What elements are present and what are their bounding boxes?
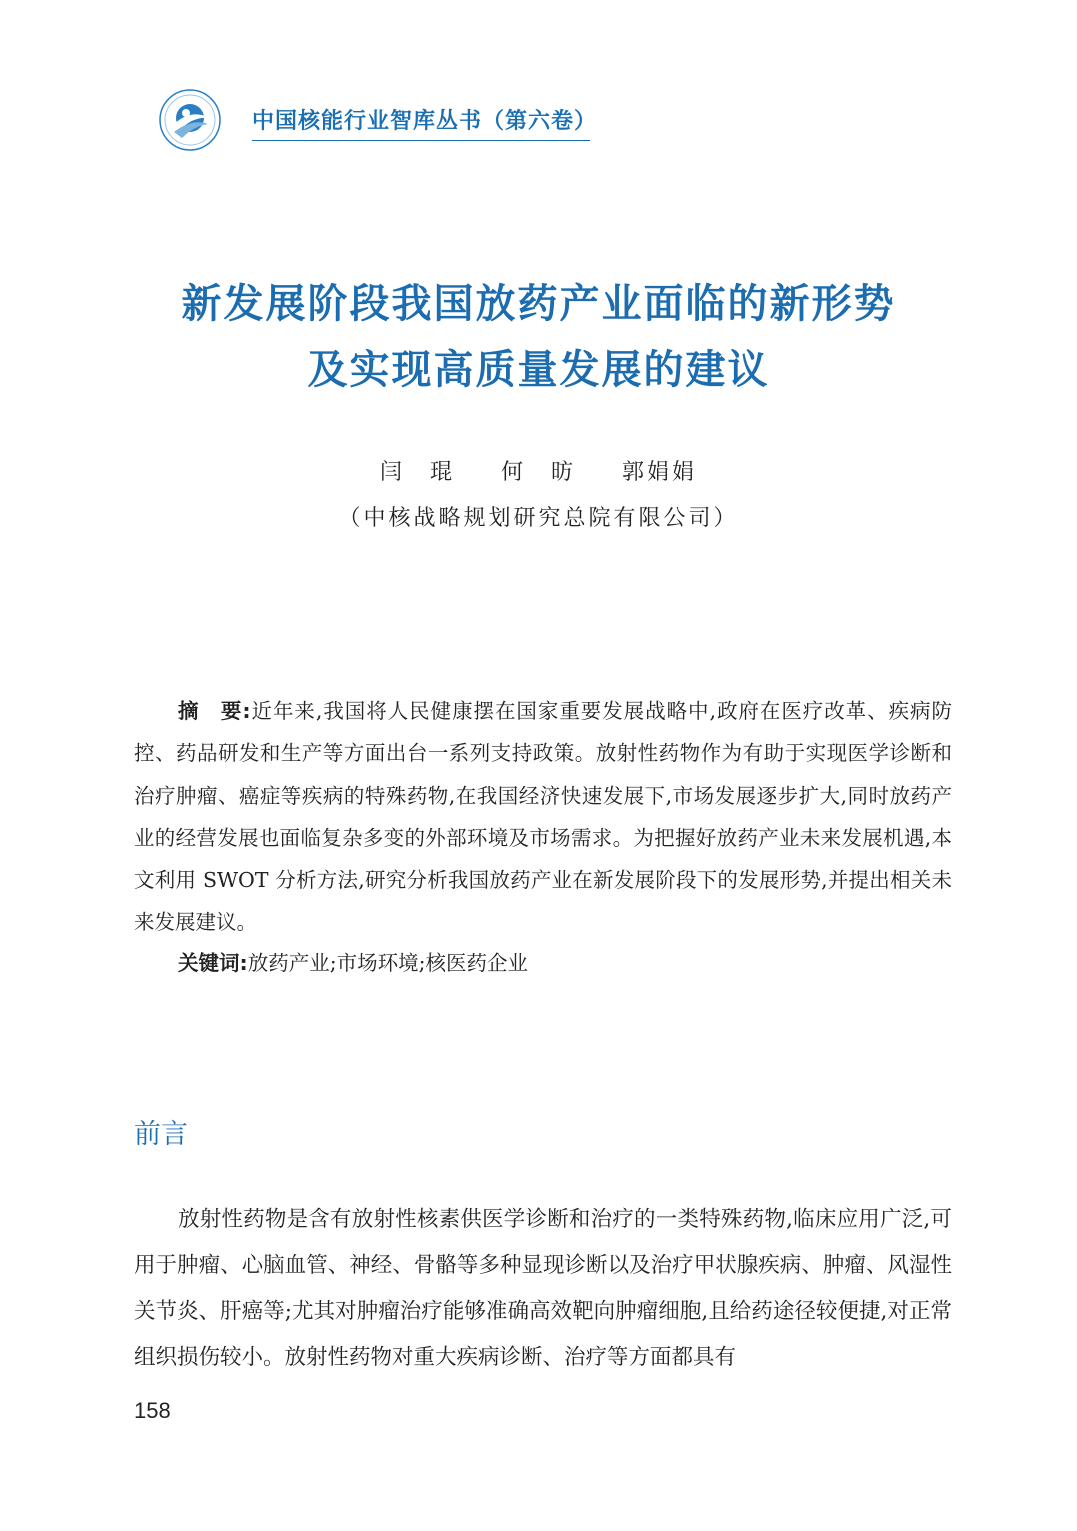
- author-3: 郭娟娟: [622, 460, 698, 485]
- body-text: [134, 1197, 952, 1381]
- authors: [0, 455, 1077, 486]
- abstract-text: 近年来,我国将人民健康摆在国家重要发展战略中,政府在医疗改革、疾病防控、药品研发和生产等方面出台一系列支持政策。放射性药物作为有助于实现医学诊断和治疗肿瘤、癌症等疾病的特殊药物,在我国经济快速发展下,市场发展逐步扩大,同时放药产业的经营发展也面临复杂多变的外部环境及市场需求。为把握好放药产业未来发展机遇,本文利用 SWOT 分析方法,研究分析我国放药产业在新发展阶段下的发展形势,并提出相关未来发展建议。: [134, 699, 952, 935]
- nuclear-energy-association-logo-icon: [158, 88, 222, 152]
- abstract: [134, 690, 952, 944]
- author-2: 何 昉: [500, 460, 576, 485]
- article-title-line-2: 及实现高质量发展的建议: [307, 347, 770, 393]
- keywords: [178, 946, 528, 976]
- section-heading: 前言: [134, 1119, 188, 1150]
- series-title: 中国核能行业智库丛书（第六卷）: [252, 108, 598, 134]
- page-number: 158: [134, 1398, 171, 1423]
- keywords-text: 放药产业;市场环境;核医药企业: [247, 951, 529, 975]
- affiliation: （中核战略规划研究总院有限公司）: [338, 506, 739, 531]
- keywords-label: 关键词:: [178, 951, 248, 975]
- author-1: 闫 琨: [379, 460, 455, 485]
- abstract-label: 摘 要:: [178, 699, 251, 723]
- article-title-line-1: 新发展阶段我国放药产业面临的新形势: [181, 281, 896, 327]
- header-rule: [252, 140, 590, 141]
- running-header: [158, 88, 598, 148]
- body-paragraph: 放射性药物是含有放射性核素供医学诊断和治疗的一类特殊药物,临床应用广泛,可用于肿瘤、心脑血管、神经、骨骼等多种显现诊断以及治疗甲状腺疾病、肿瘤、风湿性关节炎、肝癌等;尤其对肿瘤治疗能够准确高效靶向肿瘤细胞,且给药途径较便捷,对正常组织损伤较小。放射性药物对重大疾病诊断、治疗等方面都具有: [134, 1207, 952, 1370]
